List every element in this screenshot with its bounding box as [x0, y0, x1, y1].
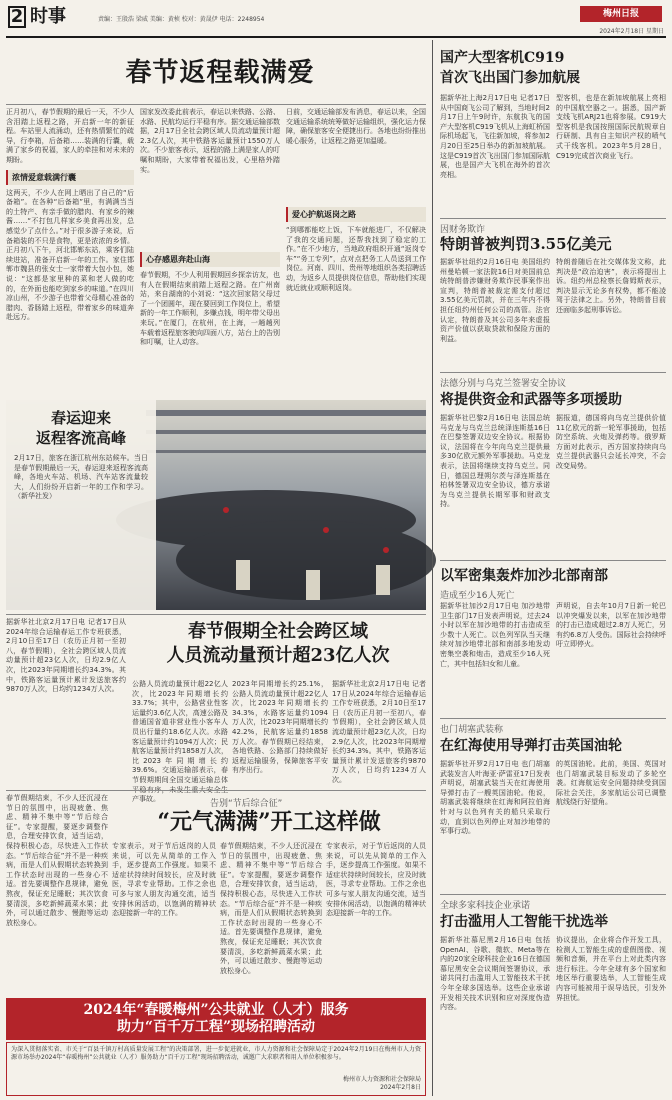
banner-title-line2: 助力“百千万工程”现场招聘活动	[116, 1019, 316, 1035]
ai-column-2	[556, 936, 666, 1092]
gaza-column-1	[440, 602, 550, 712]
station-crowd-photo	[6, 400, 426, 610]
lead-column-3	[286, 108, 426, 393]
issue-date: 2024年2月18日 星期日	[599, 28, 664, 35]
houthi-column-1	[440, 760, 550, 888]
photo-caption-text: 2月17日，旅客在浙江杭州东站候车。当日是春节假期最后一天，春运迎来返程客流高峰，各地火车站、机场、汽车站客流量较大，人们纷纷开启新一年的工作和学习。（新华社发）	[14, 454, 148, 501]
recruitment-banner	[6, 998, 426, 1040]
trump-rule	[440, 218, 666, 219]
houthi-paragraph: 的英国油轮。此前，美国、英国对也门胡塞武装目标发动了多轮空袭。红海航运安全问题持续受到国际社会关注，多家航运公司已调整航线绕行好望角。	[556, 760, 666, 807]
mobility-column-1	[6, 618, 126, 786]
jobs-paragraph: 春节假期结束，不少人还沉浸在节日的氛围中，出现疲惫、焦虑、精神不集中等“节后综合征”。专家提醒，要逐步调整作息，合理安排饮食，适当运动，保持积极心态，尽快进入工作状态。“节后综合征”并不是一种疾病，而是人们从假期状态转换到工作状态时出现的一些身心不适。首先要调整作息规律，避免熬夜，保证充足睡眠；其次饮食要清淡，多吃新鲜蔬菜水果；此外，可以通过散步、慢跑等运动放松身心。	[220, 842, 322, 975]
lead-paragraph: 春节假期，不少人利用假期回乡探亲访友，也有人在假期结束前踏上返程之路。在广州南站，来自湖南的小刘说：“这次回家陪父母过了一个团圆年，现在要回到工作岗位上，希望新的一年工作顺利，多赚点钱，明年带父母出来玩。”在厦门，在杭州，在上海，一趟趟列车载着返程旅客驶向四面八方，站台上的告别和叮嘱，让人动容。	[140, 271, 280, 347]
ukraine-column-2	[556, 414, 666, 554]
ukraine-kicker: 法德分别与乌克兰签署安全协议	[440, 379, 567, 389]
gaza-paragraph: 声明说，自去年10月7日新一轮巴以冲突爆发以来，以军在加沙地带的打击已造成超过2.8万人死亡，另有约6.8万人受伤。国际社会持续呼吁立即停火。	[556, 602, 666, 649]
lead-paragraph: 这两天，不少人在网上晒出了自己的“后备箱”。在各种“后备箱”里，有满满当当的土特产、有亲手做的腊肉、有家乡的辣酱……“不打包几样家乡美食再出发，总感觉少了点什么。”对于很多游子来说，后备箱装的不只是食物，更是浓浓的乡情。正月初八下午，河北邯郸东站，乘客们陆续进站，准备开启新一年的工作。家住邯郸市魏县的张女士一家带着大包小包，她说：“这都是家里种的菜和老人做的吃的，在外面也能吃到家乡的味道。”在四川凉山州，不少游子也带着父母精心准备的腊肉、香肠踏上返程，带着家乡的味道奔赴远方。	[6, 188, 134, 322]
jobs-headline: “元气满满”开工这样做	[157, 809, 381, 835]
photo-caption-box	[6, 400, 156, 610]
trump-paragraph: 特朗普随后在社交媒体发文称，此判决是“政治迫害”，表示将提出上诉。纽约州总检察长詹姆斯表示，判决显示无论多有权势，都不能凌驾于法律之上。另外，特朗普目前还面临多起刑事诉讼。	[556, 258, 666, 314]
gaza-headline: 以军密集轰炸加沙北部南部	[440, 568, 608, 584]
c919-column-2	[556, 94, 666, 214]
c919-paragraph: 据新华社上海2月17日电 记者17日从中国商飞公司了解到，当地时间2月17日上午9时许，东航执飞的国产大型客机C919飞机从上海虹桥国际机场起飞，飞往新加坡，将参加2月20日至25日举办的新加坡航展。这是C919首次飞出国门参加国际航展，也是国产大飞机在海外的首次亮相。	[440, 94, 550, 179]
jobs-paragraph: 春节假期结束，不少人还沉浸在节日的氛围中，出现疲惫、焦虑、精神不集中等“节后综合征”。专家提醒，要逐步调整作息，合理安排饮食，适当运动，保持积极心态，尽快进入工作状态。“节后综合征”并不是一种疾病，而是人们从假期状态转换到工作状态时出现的一些身心不适。首先要调整作息规律，避免熬夜，保证充足睡眠；其次饮食要清淡，多吃新鲜蔬菜水果；此外，可以通过散步、慢跑等运动放松身心。	[6, 794, 108, 927]
ukraine-paragraph: 据报道，德国将向乌克兰提供价值11亿欧元的新一轮军事援助，包括防空系统、火炮及弹药等。俄罗斯方面对此表示，西方国家持续向乌克兰提供武器只会延长冲突，不会改变局势。	[556, 414, 666, 470]
recruitment-notice-sign: 梅州市人力资源和社会保障局 2024年2月8日	[342, 1076, 421, 1091]
masthead-rule	[6, 36, 666, 38]
recruitment-notice	[6, 1042, 426, 1096]
lead-subhead-2: 心存感恩奔赴山海	[140, 252, 280, 267]
houthi-paragraph: 据新华社开罗2月17日电 也门胡塞武装发言人叶海亚·萨雷亚17日发表声明说，胡塞武装当天在红海使用导弹打击了一艘英国油轮。他说，胡塞武装将继续在红海和阿拉伯海针对与以色列有关的船只采取行动，直到以色列停止对加沙地带的军事行动。	[440, 760, 550, 836]
recruitment-notice-text: 为深入贯彻落实省、市关于“百县千镇万村高质量发展工程”的决策部署，进一步促进就业，市人力资源和社会保障局定于2024年2月19日在梅州市人力资源市场举办2024年“春暖梅州”公共就业（人才）服务助力“百千万工程”现场招聘活动，诚邀广大求职者和用人单位积极参与。	[11, 1046, 421, 1061]
jobs-rule	[6, 790, 426, 791]
lead-headline: 春节返程载满爱	[125, 58, 315, 88]
trump-kicker: 因财务欺诈	[440, 225, 486, 235]
mobility-rule	[6, 614, 426, 615]
lead-rule	[6, 104, 426, 105]
jobs-kicker: 告别“节后综合征”	[210, 799, 283, 809]
mobility-column-4	[332, 680, 426, 784]
ai-kicker: 全球多家科技企业承诺	[440, 901, 531, 911]
jobs-column-3	[220, 842, 322, 994]
mobility-headline: 春节假期全社会跨区域 人员流动量预计超23亿人次	[166, 621, 390, 666]
ukraine-rule	[440, 372, 666, 373]
ukraine-column-1	[440, 414, 550, 554]
mobility-paragraph: 据新华社北京2月17日电 记者17日从2024年综合运输春运工作专班获悉，2月10日至17日（农历正月初一至初八，春节假期），全社会跨区域人员流动量预计超23亿人次，日均2.9亿人次，比2023年同期增长约34.3%。其中，铁路客运量预计累计发送旅客约9870万人次，日均约1234万人次。	[332, 680, 426, 784]
houthi-rule	[440, 718, 666, 719]
lead-column-2	[140, 108, 280, 393]
jobs-column-2	[112, 842, 216, 994]
jobs-column-4	[326, 842, 426, 994]
mobility-paragraph: 公路人员流动量预计超22亿人次，比2023年同期增长约33.7%；其中，公路营业性客运量约3.6亿人次，高速公路及普通国省道非营业性小客车人员出行量约18.6亿人次。水路客运量预计约1094万人次；民航客运量预计约1858万人次，比2023年同期增长约39.6%。交通运输部表示，春节假期期间全国交通运输总体 产事故。	[132, 680, 228, 804]
gaza-rule	[440, 560, 666, 561]
gaza-paragraph: 据新华社加沙2月17日电 加沙地带卫生部门17日发表声明说，过去24小时以军在加沙地带的打击造成至少数十人死亡。以色列军队当天继续对加沙地带北部和南部多地发动密集空袭和炮击，造成至少16人死亡，其中包括妇女和儿童。	[440, 602, 550, 668]
jobs-paragraph: 专家表示，对于节后返岗的人员来说，可以先从简单的工作入手，逐步提高工作强度。如果不适症状持续时间较长，应及时就医，寻求专业帮助。工作之余也可多与家人朋友沟通交流，适当安排休闲活动，以饱满的精神状态迎接新一年的工作。	[112, 842, 216, 918]
lead-paragraph: 国家发改委此前表示，春运以来铁路、公路、水路、民航均运行平稳有序。据交通运输部数据，2月17日全社会跨区域人员流动量预计超2.3亿人次，其中铁路客运量预计1550万人次。不少旅客表示，返程的路上满是家人的叮嘱和期盼，大家带着祝福出发，心里格外踏实。	[140, 108, 280, 174]
jobs-paragraph: 专家表示，对于节后返岗的人员来说，可以先从简单的工作入手，逐步提高工作强度。如果不适症状持续时间较长，应及时就医，寻求专业帮助。工作之余也可多与家人朋友沟通交流，适当安排休闲活动，以饱满的精神状态迎接新一年的工作。	[326, 842, 426, 918]
mobility-paragraph: 据新华社北京2月17日电 记者17日从2024年综合运输春运工作专班获悉，2月10日至17日（农历正月初一至初八，春节假期），全社会跨区域人员流动量预计超23亿人次，日均2.9亿人次，比2023年同期增长约34.3%。其中，铁路客运量预计累计发送旅客约9870万人次，日均约1234万人次。	[6, 618, 126, 694]
ukraine-paragraph: 据新华社巴黎2月16日电 法国总统马克龙与乌克兰总统泽连斯基16日在巴黎签署双边安全协议。根据协议，法国将在今年向乌克兰提供最多30亿欧元额外军事援助。马克龙表示，法国将继续支持乌克兰。同日，德国总理朔尔茨与泽连斯基在柏林签署双边安全协议，德方承诺为乌克兰提供长期军事和财政支持。	[440, 414, 550, 509]
mobility-paragraph: 2023年同期增长约25.1%，公路人员流动量预计超22亿人次，比2023年同期增长约34.3%，水路客运量约1094万人次，比2023年同期增长约42.2%，民航客运量约1858万人次。春节假期已经结束，各地铁路、公路部门持续做好返程运输服务，保障旅客平安有序出行。	[232, 680, 328, 775]
ai-column-1	[440, 936, 550, 1092]
lead-subhead-1: 浓情爱意载满行囊	[6, 170, 134, 185]
editor-meta: 责编：王殷浩 梁威 美编：黄桢 校对：黄晟伊 电话：2248954	[98, 16, 265, 23]
section-title: 时事	[30, 6, 66, 27]
c919-headline: 国产大型客机C919 首次飞出国门参加航展	[440, 50, 580, 86]
ukraine-headline: 将提供资金和武器等多项援助	[440, 392, 622, 408]
lead-paragraph: 日前，交通运输部发布消息，春运以来，全国交通运输系统统筹做好运输组织，强化运力保障，确保旅客安全便捷出行。各地也纷纷推出暖心服务，让返程之路更加温暖。	[286, 108, 426, 145]
c919-paragraph: 型客机，也是在新加坡航展上亮相的中国航空器之一。据悉，国产新支线飞机ARJ21也将参展。C919大型客机是我国按照国际民航规章自行研制、具有自主知识产权的喷气式干线客机。2023年5月28日，C919完成首次商业飞行。	[556, 94, 666, 160]
gaza-column-2	[556, 602, 666, 712]
ai-paragraph: 据新华社慕尼黑2月16日电 包括OpenAI、谷歌、微软、Meta等在内的20家全球科技企业16日在德国慕尼黑安全会议期间签署协议，承诺共同打击滥用人工智能技术干扰今年全球多国选举。这些企业承诺开发相关技术识别和应对深度伪造内容。	[440, 936, 550, 1012]
column-divider	[432, 40, 433, 1096]
trump-column-2	[556, 258, 666, 366]
trump-paragraph: 据新华社纽约2月16日电 美国纽约州曼哈顿一家法院16日对美国前总统特朗普涉嫌财务欺诈民事案作出宣判，特朗普被裁定需支付超过3.55亿美元罚款，并在三年内不得担任纽约州任何公司的高管。法官认定，特朗普及其公司多年来虚报资产价值以获取贷款和保险方面的利益。	[440, 258, 550, 343]
trump-headline: 特朗普被判罚3.55亿美元	[440, 235, 612, 253]
page-number: 2	[8, 6, 26, 28]
c919-column-1	[440, 94, 550, 214]
lead-paragraph: “到哪都能吃上饭，下车就能进厂，不仅解决了我的交通问题，还帮我找到了稳定的工作。”在不少地方，当地政府组织开通“返岗专车”“务工专列”，点对点把务工人员送到工作岗位。河南、四川、贵州等地组织各类招聘活动，为返乡人员提供岗位信息，帮助他们实现就近就业或顺利返岗。	[286, 226, 426, 292]
houthi-kicker: 也门胡塞武装称	[440, 725, 504, 735]
houthi-column-2	[556, 760, 666, 888]
trump-column-1	[440, 258, 550, 366]
lead-paragraph: 正月初八，春节假期的最后一天，不少人含泪踏上返程之路，开启新一年的新征程。车站里人流涌动，还有热情繁忙的疏导，行李箱，后备箱……装满的行囊，载满了家乡的祝福，家人的牵挂和对未来的期盼。	[6, 108, 134, 164]
houthi-headline: 在红海使用导弹打击英国油轮	[440, 738, 622, 754]
ai-paragraph: 协议提出，企业将合作开发工具，检测人工智能生成的虚假图像、视频和音频，并在平台上对此类内容进行标注。今年全球有多个国家和地区举行重要选举，人工智能生成内容可能被用于误导选民，引发外界担忧。	[556, 936, 666, 1002]
mobility-column-3	[232, 680, 328, 784]
ai-headline: 打击滥用人工智能干扰选举	[440, 914, 608, 930]
lead-subhead-3: 爱心护航返岗之路	[286, 207, 426, 222]
jobs-column-1	[6, 794, 108, 994]
ai-rule	[440, 894, 666, 895]
banner-title-line1: 2024年“春暖梅州”公共就业（人才）服务	[83, 1002, 349, 1018]
mobility-column-2	[132, 680, 228, 804]
newspaper-logo: 梅州日报	[580, 6, 662, 22]
lead-column-1	[6, 108, 134, 396]
photo-caption-title: 春运迎来 返程客流高峰	[35, 409, 126, 447]
gaza-subhead: 造成至少16人死亡	[440, 591, 515, 601]
